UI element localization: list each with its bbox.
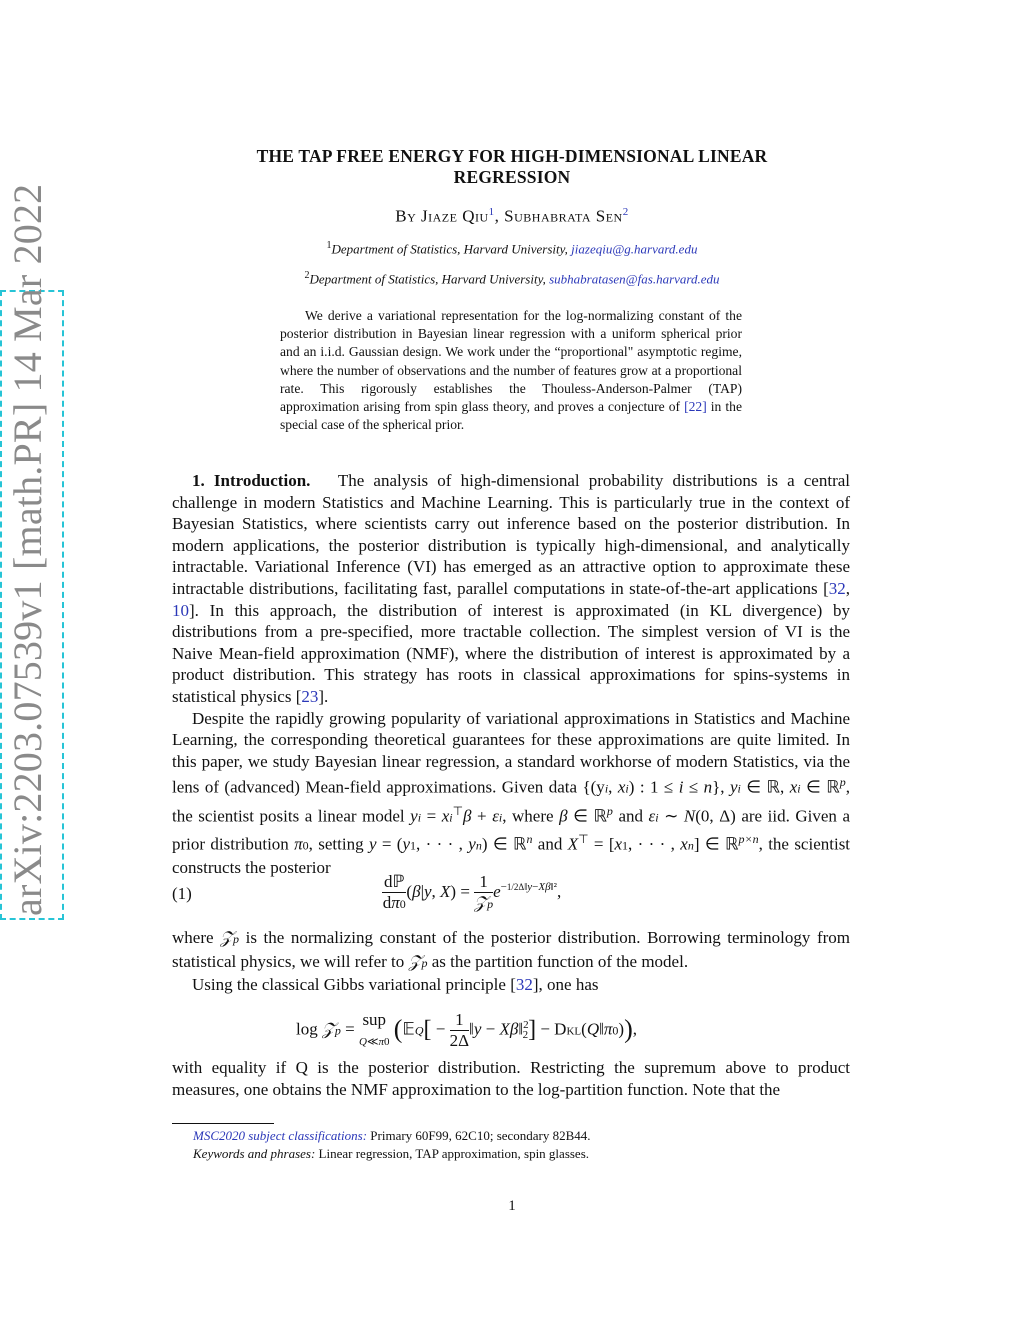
title-line-1: THE TAP FREE ENERGY FOR HIGH-DIMENSIONAL LINEAR bbox=[256, 146, 768, 166]
author-1: Jiaze Qiu bbox=[421, 206, 489, 226]
intro-p3-text-a: where bbox=[172, 928, 221, 947]
cite-32-link[interactable]: 32 bbox=[828, 578, 846, 598]
author-by: By bbox=[395, 206, 422, 226]
eq1-normalizer-fraction: $\frac{1}{\text{𝒵p}}$ bbox=[474, 872, 494, 912]
cite-32b-link[interactable]: 32 bbox=[515, 975, 533, 995]
footnote-keywords bbox=[193, 1145, 591, 1163]
equation-gibbs: log 𝒵p = sup Q≪π0 (𝔼Q[ − $\frac{1}{2\Delta}$ ‖y − Xβ‖$^2_2$] − DKL(Q‖π0)), bbox=[296, 1010, 637, 1050]
intro-paragraph-3: where 𝒵p is the normalizing constant of the posterior distribution. Borrowing terminology from statistical physics, we will refer to 𝒵p as the partition function of the model. bbox=[172, 928, 851, 971]
affiliation-2 bbox=[172, 270, 852, 287]
footnote-msc bbox=[193, 1127, 591, 1145]
intro-p3-text-c: as the partition function of the model. bbox=[427, 951, 689, 971]
affiliation-1-text: Department of Statistics, Harvard University, bbox=[331, 241, 572, 257]
affiliation-2-email-link[interactable]: subhabratasen@fas.harvard.edu bbox=[549, 271, 720, 287]
equation-1-number: (1) bbox=[172, 884, 192, 903]
footnote-rule bbox=[172, 1123, 274, 1124]
intro-paragraph-2: Despite the rapidly growing popularity of variational approximations in Statistics and Machine Learning, the corresponding theoretical guarantees for these approximations are quite limited. In this paper, we study Bayesian linear regression, a standard workhorse of modern Statistics, via the lens of (advanced) Mean-field approximations. Given data {(yi, xi) : 1 ≤ i ≤ n}, yi ∈ ℝ, xi ∈ ℝ$^p$, the scientist posits a linear model yi = xi⊤β + εi, where β ∈ ℝ$^p$ and εi ∼ N(0, Δ) are iid. Given a prior distribution π0, setting y = (y1, · · · , yn) ∈ ℝ$^n$ and X⊤ = [x1, · · · , xn] ∈ ℝ$^{p\times n}$, the scientist constructs the posterior bbox=[172, 708, 851, 878]
intro-paragraph-4 bbox=[172, 974, 850, 996]
intro-p2-text-a: Despite the rapidly growing popularity of variational approximations in Statistics and Machine Learning, the corresponding theoretical guarantees for these approximations are quite limited. In this paper, we study Bayesian linear regression, a standard workhorse of modern Statistics, via the lens of (advanced) Mean-field approximations. Given data {(y bbox=[172, 708, 850, 797]
affiliation-1-sup: 1 bbox=[326, 240, 332, 251]
intro-paragraph-5: with equality if Q is the posterior distribution. Restricting the supremum above to product measures, one obtains the NMF approximation to the log-partition function. Note that the bbox=[172, 1058, 850, 1099]
introduction-section bbox=[172, 470, 850, 879]
intro-paragraph-1 bbox=[172, 470, 850, 708]
abstract bbox=[280, 307, 742, 434]
cite-23-link[interactable]: 23 bbox=[301, 686, 319, 706]
footnotes bbox=[193, 1127, 591, 1163]
affiliation-1-email-link[interactable]: jiazeqiu@g.harvard.edu bbox=[571, 241, 698, 257]
post-equation-text bbox=[172, 927, 850, 996]
author-2: Subhabrata Sen bbox=[504, 206, 623, 226]
equation-1-body: $\frac{\text{dℙ}}{d\pi 0}$ (β|y, X) = $\frac{1}{\text{𝒵p}}$ $e^{-1/2\Delta‖y-X\beta‖^2}$, bbox=[382, 872, 562, 912]
intro-p1-text-a: The analysis of high-dimensional probability distributions is a central challenge in modern Statistics and Machine Learning. This is particularly true in the context of Bayesian Statistics, where scientists carry out inference based on the posterior distribution. In modern applications, the posterior distribution is typically high-dimensional, and analytically intractable. Variational Inference (VI) has emerged as an attractive option to approximate these intractable distributions, facilitating fast, parallel computations in state-of-the-art applications [ bbox=[172, 471, 851, 598]
closing-text bbox=[172, 1057, 850, 1100]
intro-p4-text-b: ], one has bbox=[532, 975, 599, 995]
intro-p3-text-b: is the normalizing constant of the posterior distribution. Borrowing terminology from statistical physics, we will refer to bbox=[172, 928, 851, 971]
author-separator: , bbox=[494, 206, 505, 226]
arxiv-identifier[interactable]: arXiv:2203.07539v1 [math.PR] 14 Mar 2022 bbox=[5, 183, 50, 916]
msc-label-link[interactable]: MSC2020 subject classifications: bbox=[193, 1128, 368, 1143]
abstract-cite-link[interactable]: [22] bbox=[684, 399, 707, 415]
keywords-label: Keywords and phrases: bbox=[193, 1146, 316, 1161]
abstract-text-a: We derive a variational representation for the log-normalizing constant of the posterior distribution in Bayesian linear regression with a uniform spherical prior and an i.i.d. Gaussian design. We work under the “proportional" asymptotic regime, where the number of observations and the number of features grow at a proportional rate. This rigorously establishes the Thouless-Anderson-Palmer (TAP) approximation arising from spin glass theory, and proves a conjecture of bbox=[280, 308, 742, 415]
affiliation-1 bbox=[172, 240, 852, 257]
author-line bbox=[172, 206, 852, 227]
intro-p1-text-b: ]. In this approach, the distribution of interest is approximated (in KL divergence) by distributions from a pre-specified, more tractable collection. The simplest version of VI is the Naive Mean-field approximation (NMF), where the distribution of interest is approximated by a product distribution. This strategy has roots in classical approximations for spins-systems in statistical physics [ bbox=[172, 600, 850, 706]
affiliation-2-text: Department of Statistics, Harvard University, bbox=[309, 271, 550, 287]
equation-1 bbox=[172, 872, 850, 922]
eq2-fraction: $\frac{1}{2\Delta}$ bbox=[449, 1010, 470, 1050]
msc-value: Primary 60F99, 62C10; secondary 82B44. bbox=[367, 1128, 591, 1143]
section-heading: 1. Introduction. bbox=[192, 471, 311, 490]
author-2-sup[interactable]: 2 bbox=[622, 206, 629, 218]
cite-10-link[interactable]: 10 bbox=[172, 600, 189, 620]
paper-title bbox=[172, 146, 852, 188]
abstract-text-b: in the special case of the spherical prior. bbox=[280, 399, 742, 433]
affiliation-2-sup: 2 bbox=[304, 270, 310, 281]
page-number: 1 bbox=[508, 1198, 516, 1214]
intro-p1-text-c: ]. bbox=[318, 686, 329, 706]
title-line-2: REGRESSION bbox=[453, 167, 571, 187]
intro-p4-text-a: Using the classical Gibbs variational principle [ bbox=[192, 975, 516, 995]
author-1-sup[interactable]: 1 bbox=[488, 206, 495, 218]
cite-separator: , bbox=[845, 578, 850, 598]
keywords-value: Linear regression, TAP approximation, spin glasses. bbox=[315, 1146, 590, 1161]
eq1-derivative-fraction: $\frac{\text{dℙ}}{d\pi 0}$ bbox=[382, 872, 406, 912]
abstract-paragraph bbox=[280, 307, 742, 434]
